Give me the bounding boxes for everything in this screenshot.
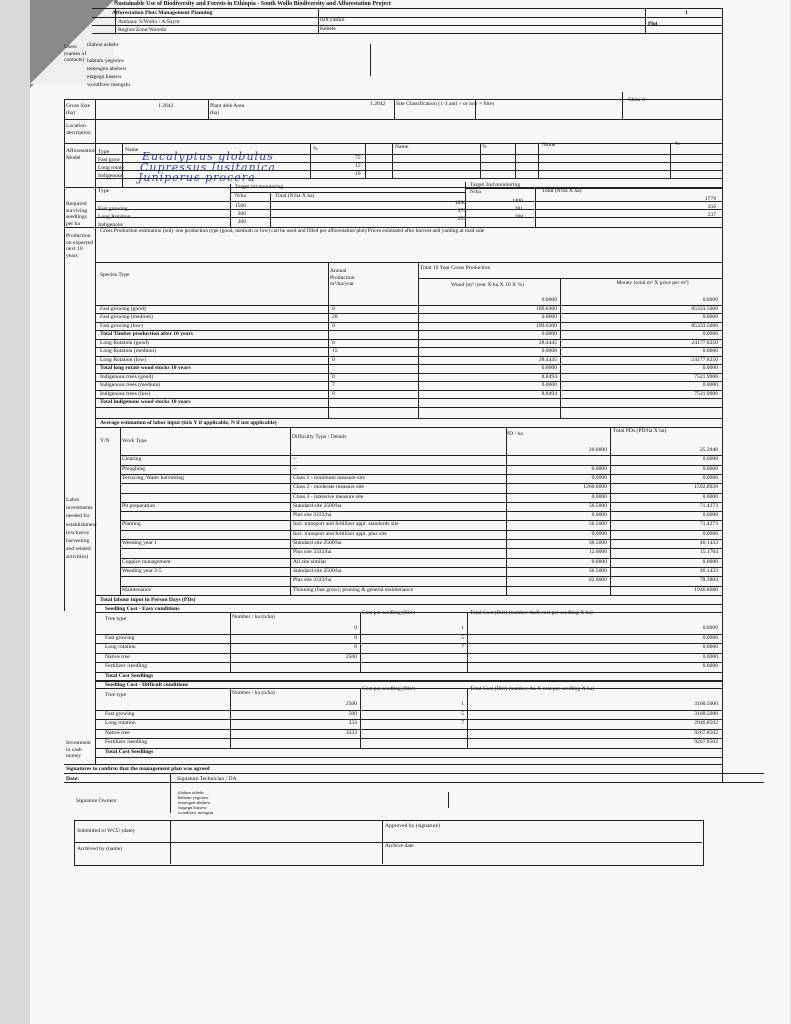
seedling-total: 9267.8502: [694, 729, 718, 736]
signature-owners-label: Signature Owners:: [76, 798, 118, 804]
labor-row-line: [120, 567, 722, 568]
owner-4: etagegn kassew: [87, 74, 122, 80]
labor-row-line: [120, 465, 722, 466]
labor-row-line: [120, 455, 722, 456]
labor-pd: 0.0000: [591, 493, 607, 500]
seedling-row-line: [95, 729, 722, 730]
seedling-tree-type: Fast growing: [105, 634, 135, 641]
annual-production-header: Annual Production m³/ha/year: [330, 268, 355, 288]
labor-difficulty: Class 3 - intensive measure site: [293, 493, 364, 500]
seedling-row-line: [95, 748, 722, 749]
production-row-line: [95, 381, 722, 382]
seedling-cost: 5: [461, 710, 464, 717]
archive-date-label: Archive date: [385, 843, 414, 849]
species-cupressus: Cupressus lusitanica: [140, 161, 276, 174]
production-row-annual: 0: [332, 356, 335, 363]
gross-size-value: 1.2642: [158, 103, 174, 109]
labor-work: Terracing, Water harvesting: [122, 474, 184, 481]
afforestation-pct-header: %: [313, 146, 318, 152]
n1-2: 300: [237, 211, 246, 217]
production-row-name: Long Rotation (good): [100, 339, 149, 346]
labor-total: 0.0000: [702, 558, 718, 565]
seedling-number: 3333: [345, 729, 357, 736]
kebele-value: 028 yashin: [320, 17, 345, 23]
labor-row-line: [120, 502, 722, 503]
target2-nha: N/ha: [470, 189, 481, 195]
diff-number-header: Number / ha (n/ha): [232, 690, 275, 696]
target2-header: Target 2nd monitoring: [470, 182, 521, 188]
production-row-line: [95, 339, 722, 340]
labor-row-line: [120, 586, 722, 587]
afforestation-type-header: Type: [98, 149, 110, 155]
production-row-money: 24177.8250: [691, 339, 718, 346]
labor-difficulty: Incl. transport and fertilizer appl. standards site: [293, 521, 399, 528]
seedling-total: 0.0000: [702, 634, 718, 641]
t1-2: 379: [457, 208, 466, 214]
seedling-difficult-title: Seedling Cost - Difficult conditions: [105, 682, 188, 688]
labor-total: 0.0000: [702, 465, 718, 472]
production-row-line: [95, 390, 722, 391]
target2-total: Total (N/ha X ha): [542, 188, 582, 194]
plantable-area-label: Plant able Area (ha): [210, 103, 245, 116]
production-row-wood: 0.0000: [541, 365, 557, 371]
seedlings-type-3: Indigenous: [98, 222, 123, 228]
seedling-row-line: [95, 643, 722, 644]
seedling-tree-type: Fast growing: [105, 710, 135, 717]
labor-difficulty: Plus site 3333/ha: [293, 512, 332, 519]
gross-size-label: Gross Size (ha): [66, 103, 91, 116]
labor-work: Maintenance: [122, 586, 151, 593]
seedling-row-line: [95, 681, 722, 682]
labor-row-line: [120, 548, 722, 549]
production-row-line: [95, 347, 722, 348]
afforestation-pct-2: 15: [355, 163, 361, 169]
seedlings-type-header: Type: [98, 188, 110, 194]
labor-total: 46.1433: [699, 567, 718, 574]
production-note: Gross Production estimation (only one production type (good, medium or low) can be used and filled per afforestation plot) Prices estimated after harvest and yarding at road side: [100, 228, 485, 234]
t2-3: 237: [707, 212, 716, 218]
seedling-cost: 5: [461, 634, 464, 641]
region-label: Region/Zone/Woreda: [118, 27, 167, 33]
labor-pd: 0.0000: [591, 512, 607, 519]
labor-difficulty: --: [293, 465, 297, 472]
seedling-row-line: [95, 757, 722, 758]
labor-work: Pit preparation: [122, 502, 156, 509]
labor-total: 0.0000: [702, 530, 718, 537]
production-row-annual: 20: [332, 314, 338, 320]
seedling-tree-type: Long rotation: [105, 644, 136, 650]
production-row-wood: 189.6300: [536, 305, 557, 312]
afforestation-model-label: Afforestation Model: [66, 148, 96, 161]
labor-row-line: [120, 530, 722, 531]
n2-1: 1406: [511, 198, 523, 204]
labor-total: 0.0000: [702, 512, 718, 519]
labor-difficulty: Plus site 3333/ha: [293, 577, 332, 584]
easy-cost-header: Cost per seedling (Birr): [362, 610, 415, 616]
seedling-row-line: [95, 672, 722, 673]
t2-2: 356: [707, 204, 716, 210]
production-row-money: 85333.5000: [691, 305, 718, 312]
seedling-tree-type: Total Cost Seedlings: [105, 748, 154, 755]
production-row-line: [95, 407, 722, 408]
labor-difficulty: Standard site 2500/ha: [293, 567, 342, 574]
seedling-tree-type: Native tree: [105, 729, 130, 736]
labor-row-line: [120, 474, 722, 475]
seedlings-type-1: Fast growing: [98, 206, 128, 212]
production-row-money: 7521.9900: [694, 373, 718, 380]
labor-difficulty: Incl. transport and fertilizer appl. plus site: [293, 530, 387, 537]
owner-5: wondfraw mengstu: [87, 82, 131, 88]
labor-difficulty: Thinning (fast grow), pruning & general maintenance: [293, 586, 414, 593]
labor-pd: 0.0000: [591, 530, 607, 537]
seedling-number: 0: [354, 625, 357, 631]
diff-cost-header: Cost per seedling (Birr): [362, 686, 415, 692]
region-value: Amhara/ S/Wollo / A/Saynt: [118, 19, 180, 25]
seedling-cost: 7: [461, 720, 464, 726]
labor-title: Average estimation of labor input (tick Y if applicable, N if not applicable): [100, 420, 277, 426]
production-row-annual: 0: [332, 390, 335, 397]
production-row-name: Indigenous trees (low): [100, 390, 151, 397]
target1-header: Target 1st monitoring: [235, 184, 284, 190]
labor-pd: 1260.0000: [583, 484, 607, 491]
seedling-row-line: [95, 719, 722, 720]
labor-difficulty: Standard site 2500/ha: [293, 540, 342, 546]
labor-total-label: Total labour input in Person Days (PDs): [100, 597, 196, 603]
seedling-tree-type: Total Cost Seedlings: [105, 672, 154, 679]
technician-label: Signature Technician / DA: [177, 776, 237, 782]
seedling-row-line: [95, 662, 722, 663]
production-row-line: [95, 356, 722, 357]
production-row-money: 0.0000: [702, 365, 718, 371]
labor-total: 0.0000: [702, 456, 718, 463]
seedling-total: 0.0000: [702, 663, 718, 669]
production-row-wood: 8.8494: [541, 373, 557, 380]
plot-label: Plot: [648, 21, 658, 27]
seedling-tree-type: Native tree: [105, 653, 130, 660]
afforestation-name-header: Name: [125, 147, 139, 153]
sig-owner-5: wondfraw mengstu: [178, 810, 214, 815]
seedling-total: 3160.5000: [694, 710, 718, 717]
production-row-money: 0.0000: [702, 297, 718, 303]
n2-3: 188: [514, 214, 523, 220]
labor-total: 78.3804: [699, 577, 718, 584]
species-type-header: Species Type: [100, 272, 130, 278]
labor-row-line: [120, 558, 722, 559]
labor-work: Clearing: [122, 456, 142, 463]
production-row-wood: 8.8494: [541, 390, 557, 397]
labor-pd: 62.0000: [588, 577, 607, 584]
seedlings-type-2: Long Rotation: [98, 214, 131, 220]
production-row-wood: 189.6300: [536, 322, 557, 329]
labor-work: Ploughing: [122, 465, 146, 472]
labor-work: Weeding year 2-5: [122, 567, 162, 574]
afforestation-pct-3: 10: [355, 171, 361, 177]
labor-total: 71.4273: [699, 521, 718, 528]
wood-header: Wood (m³ /year X ha X 10 X %): [451, 282, 524, 288]
production-row-name: Long Rotation (low): [100, 356, 146, 363]
labor-pd: 36.5000: [588, 540, 607, 546]
investment-label: Investment in cash money: [66, 740, 91, 760]
owner-2: habtam yegoraw: [87, 58, 125, 64]
seedling-number: 2500: [345, 653, 357, 660]
production-row-annual: 0: [332, 373, 335, 380]
sig-owner-3: temesgen abebew: [178, 800, 211, 805]
seedlings-label: Required surviving seedlings per ha: [66, 201, 88, 227]
pct-header-3: %: [675, 141, 680, 147]
afforestation-type-3: Indigenous: [98, 173, 123, 179]
seedling-cost: 7: [461, 644, 464, 650]
seedling-tree-type: Fertilizer /seedling: [105, 739, 148, 745]
total-10-year-header: Total 10 Year Gross Production: [420, 265, 491, 271]
form-title: Afforestation Plots Management Planning: [112, 10, 213, 16]
yn-header: Y/N: [100, 438, 110, 444]
seedling-total: 0.0000: [702, 653, 718, 660]
owner-3: temesgen abebew: [87, 66, 127, 72]
labor-pd: 56.5000: [588, 502, 607, 509]
labor-difficulty: Standard site 2500/ha: [293, 502, 342, 509]
easy-total-header: Total Cost (Birr) (number /haX cost per seedling X ha): [470, 610, 593, 616]
labor-pd: 36.5000: [588, 567, 607, 574]
seedling-cost: 1: [461, 625, 464, 631]
sig-owner-1: tilahun ashehr: [178, 790, 204, 795]
money-header: Money (total m³ X price per m³): [616, 280, 689, 286]
t1-1: 1896: [454, 200, 466, 206]
kebele-label: Kebele: [320, 26, 336, 32]
production-row-wood: 28.4445: [538, 339, 557, 346]
diff-total-header: Total Cost (Birr) (number /ha X cost per seedling X ha): [470, 686, 595, 692]
labor-row-line: [120, 483, 722, 484]
production-row-name: Fast growing (medium): [100, 314, 153, 320]
labor-total: 0.0000: [702, 474, 718, 481]
labor-pd: 56.5000: [588, 521, 607, 528]
n1-1: 1500: [234, 203, 246, 209]
production-row-name: Total indigenous wood stocks 10 years: [100, 399, 191, 405]
labor-row-line: [120, 511, 722, 512]
labor-row-line: [120, 493, 722, 494]
seedling-easy-title: Seedling Cost - Easy conditions: [105, 606, 180, 612]
labor-pd: 12.0000: [588, 549, 607, 556]
labor-difficulty: Class 2 - moderate measure site: [293, 484, 364, 491]
afforestation-pct-1: 75: [355, 155, 361, 161]
production-row-wood: 28.4445: [538, 356, 557, 363]
archived-label: Archived by (name): [77, 846, 123, 852]
seedling-row-line: [95, 710, 722, 711]
approved-label: Approved by (signature): [385, 823, 440, 829]
seedling-number: 0: [354, 634, 357, 641]
production-row-line: [95, 313, 722, 314]
production-row-annual: 0: [332, 339, 335, 346]
difficulty-header: Difficulty Type / Details: [292, 434, 347, 440]
labor-work: Weeding year 1: [122, 540, 157, 546]
production-row-line: [95, 373, 722, 374]
production-row-name: Total Timber production after 10 years: [100, 331, 193, 337]
production-row-line: [95, 305, 722, 306]
name-header-3: Name: [542, 142, 556, 148]
production-row-wood: 0.0000: [541, 382, 557, 388]
production-row-wood: 0.0000: [541, 331, 557, 337]
labor-row-line: [120, 539, 722, 540]
production-row-money: 24177.8250: [691, 356, 718, 363]
n2-2: 281: [514, 206, 523, 212]
seedling-total: 2946.8502: [694, 720, 718, 726]
production-row-wood: 0.0000: [541, 297, 557, 303]
species-eucalyptus: Eucalyptus globulus: [142, 150, 274, 163]
labor-total: 71.4273: [699, 502, 718, 509]
afforestation-type-1: Fast grow: [98, 157, 121, 163]
labor-row-line: [120, 520, 722, 521]
plot-number: 1: [685, 10, 688, 16]
labor-pd: 0.0000: [591, 474, 607, 481]
n1-3: 200: [237, 219, 246, 225]
production-row-name: Indigenous trees (good): [100, 373, 154, 380]
seedling-row-line: [95, 634, 722, 635]
work-type-header: Work Type: [122, 438, 147, 444]
owner-1: tilahun ashehr: [87, 42, 119, 48]
seedling-number: 2500: [345, 701, 357, 707]
plantable-area-value: 1.2642: [370, 101, 386, 107]
project-title: Sustainable Use of Biodiversity and Forests in Ethiopia - South Wollo Biodiversity and Afforestation Project: [115, 1, 391, 7]
seedling-tree-type: Long rotation: [105, 720, 136, 726]
production-row-line: [95, 322, 722, 323]
production-row-money: 0.0000: [702, 331, 718, 337]
seedling-total: 0.0000: [702, 625, 718, 631]
production-row-name: Long Rotation (medium): [100, 348, 156, 354]
seedling-row-line: [95, 738, 722, 739]
pd-ha-header: PD / ha: [506, 431, 523, 437]
production-row-money: 0.0000: [702, 382, 718, 388]
seedling-cost: 1: [461, 701, 464, 707]
site-classification-label: Site Classification (1-3 and + or non + Site): [396, 101, 494, 107]
production-label: Production on expected next 10 years: [66, 233, 93, 259]
production-row-name: Fast growing (low): [100, 322, 143, 329]
production-row-name: Total long rotate wood stocks 10 years: [100, 365, 191, 371]
production-row-annual: 0: [332, 305, 335, 312]
location-label: Location description: [66, 123, 91, 136]
production-row-wood: 0.0000: [541, 314, 557, 320]
afforestation-type-2: Long rotate: [98, 165, 124, 171]
labor-pd: 0.0000: [591, 465, 607, 472]
seedling-tree-type: Fertilizer /seedling: [105, 663, 148, 669]
labor-row-line: [120, 576, 722, 577]
labor-difficulty: Plus site 3333/ha: [293, 549, 332, 556]
name-header-2: Name: [395, 144, 409, 150]
labor-difficulty: Class 1 - minimum measure site: [293, 474, 365, 481]
target1-nha: N/ha: [235, 193, 246, 199]
production-row-money: 7521.9900: [694, 390, 718, 397]
labor-total: 46.1433: [699, 540, 718, 546]
easy-tree-type: Tree type: [105, 616, 127, 622]
production-row-wood: 0.0000: [541, 348, 557, 354]
species-juniperus: Juniperus procera: [138, 171, 256, 184]
labor-total: 1592.8920: [694, 484, 718, 491]
total-pds-header: Total PDs (PD/ha X ha): [613, 428, 667, 434]
labor-total: 1946.8680: [694, 586, 718, 593]
production-row-annual: 15: [332, 348, 338, 354]
signatures-title: Signatures to confirm that the management plan was agreed: [66, 766, 210, 772]
diff-tree-type: Tree type: [105, 692, 127, 698]
sig-owner-4: etagegn kassew: [178, 805, 207, 810]
document-page: [30, 0, 790, 1024]
t1-3: 253: [457, 216, 466, 222]
labor-total: 15.1704: [699, 549, 718, 556]
labor-label: Labor investments needed for establishment (exclusive harvesting and related activities): [66, 497, 97, 561]
pct-header-2: %: [482, 144, 487, 150]
seedling-row-line: [95, 653, 722, 654]
labor-difficulty: --: [293, 456, 297, 463]
date-label: Date:: [66, 776, 80, 782]
production-row-name: Indigenous trees (medium): [100, 382, 161, 388]
t2-1: 1778: [704, 196, 716, 202]
production-row-name: Fast growing (good): [100, 305, 146, 312]
seedling-number: 0: [354, 644, 357, 650]
labor-pd: 20.0000: [588, 447, 607, 453]
users-label: Users (names of contacts): [64, 44, 87, 64]
easy-number-header: Number / ha (n/ha): [232, 614, 275, 620]
submitted-label: Submitted to WCU (date): [77, 828, 135, 834]
seedling-number: 333: [348, 720, 357, 726]
seedling-total: 9267.8502: [694, 739, 718, 745]
seedling-number: 500: [348, 710, 357, 717]
sig-owner-2: habtam yegoraw: [178, 795, 209, 800]
labor-total: 25.2840: [699, 447, 718, 453]
production-row-money: 0.0000: [702, 314, 718, 320]
target1-total: Total (N/ha X ha): [275, 193, 315, 199]
seedling-total: 3160.5000: [694, 701, 718, 707]
production-row-annual: 7: [332, 382, 335, 388]
labor-difficulty: All site similar: [293, 558, 327, 565]
production-row-annual: 0: [332, 322, 335, 329]
production-row-money: 85333.5000: [691, 322, 718, 329]
labor-pd: 0.0000: [591, 558, 607, 565]
seedling-total: 0.0000: [702, 644, 718, 650]
site-class-value: Class-3+: [628, 97, 648, 103]
labor-work: Planting: [122, 521, 141, 528]
production-row-money: 0.0000: [702, 348, 718, 354]
labor-total: 0.0000: [702, 493, 718, 500]
labor-work: Coppice management: [122, 558, 171, 565]
